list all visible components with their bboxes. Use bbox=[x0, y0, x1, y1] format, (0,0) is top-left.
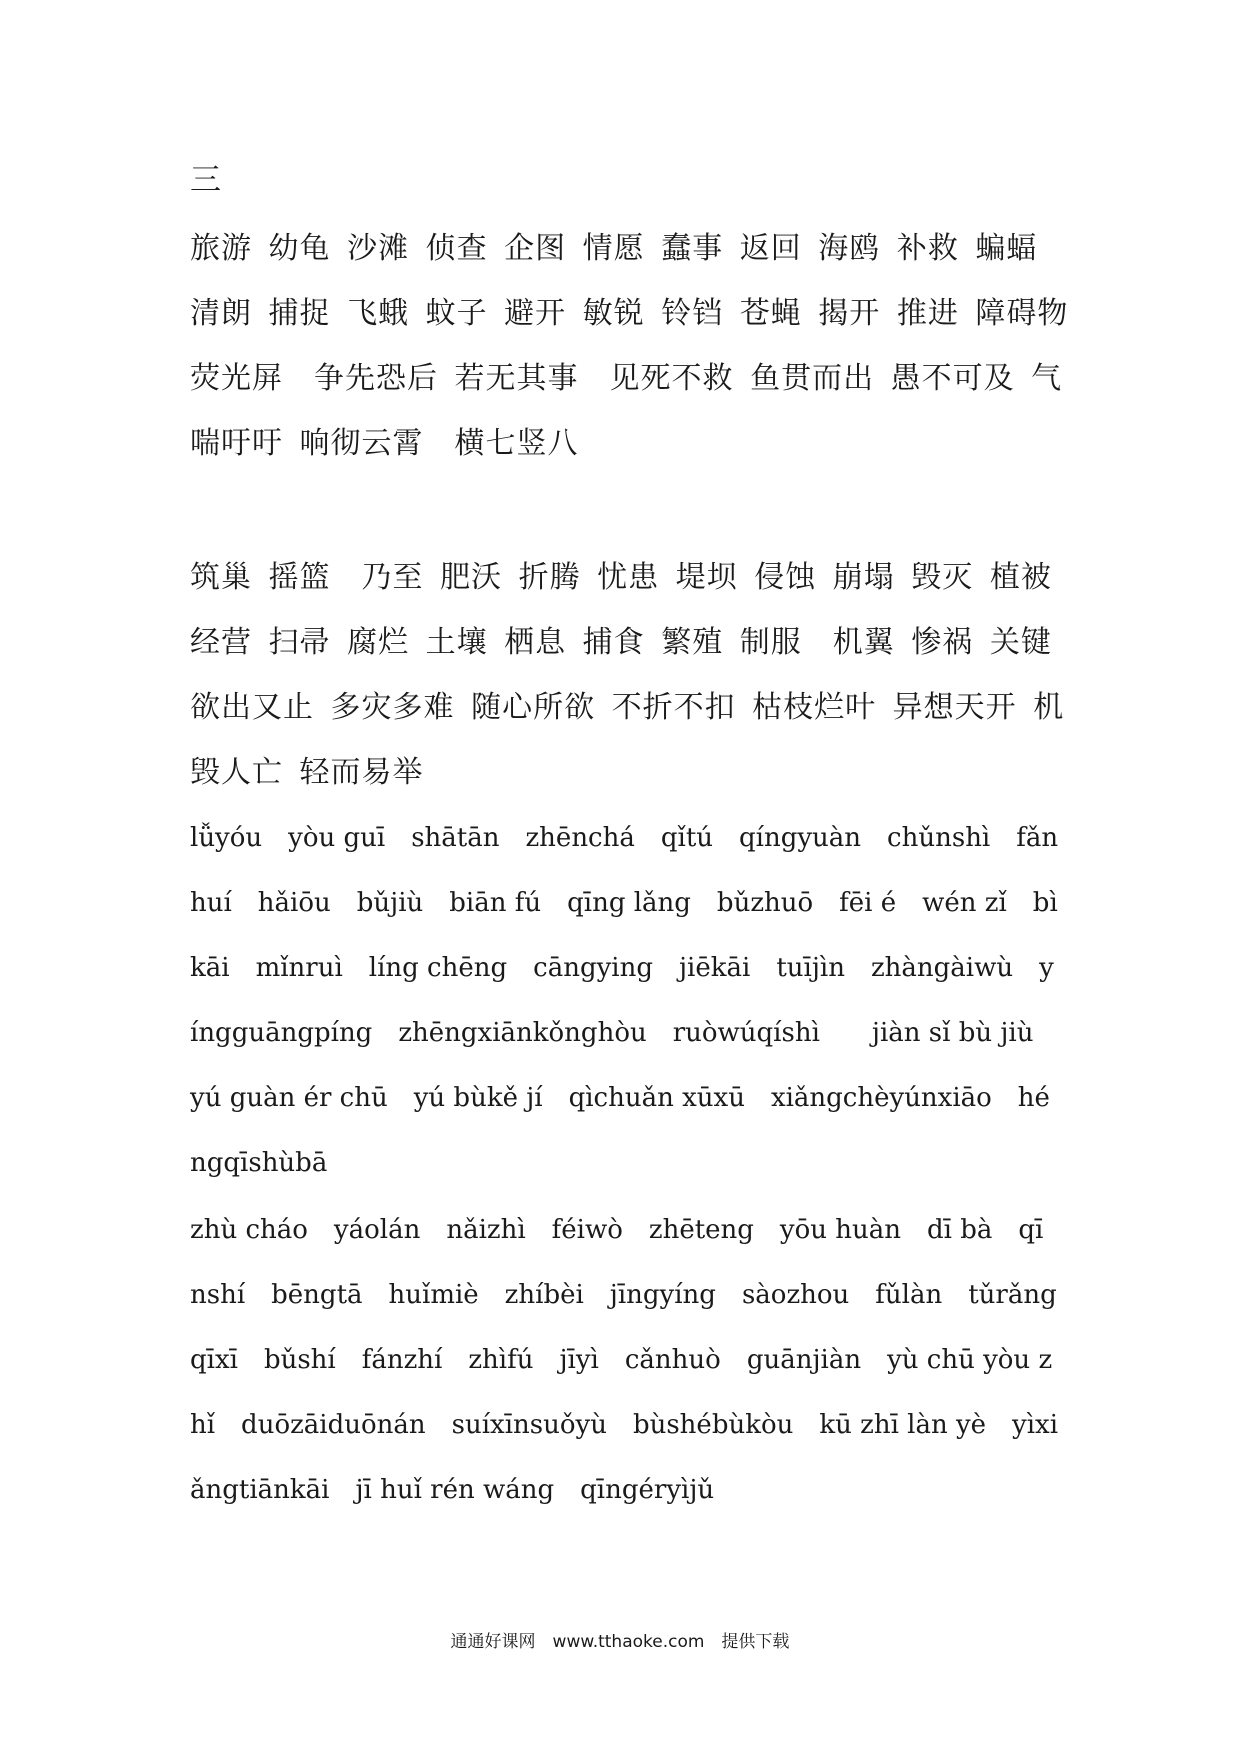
vocabulary-group-2: 筑巢 摇篮 乃至 肥沃 折腾 忧患 堤坝 侵蚀 崩塌 毁灭 植被 经营 扫帚 腐烂 土壤 栖息 捕食 繁殖 制服 机翼 惨祸 关键 欲出又止 多灾多难 随心所欲 不折不扣 枯枝烂叶 异想天开 机毁人亡 轻而易举 bbox=[190, 560, 1065, 790]
page-footer: 通通好课网 www.tthaoke.com 提供下载 bbox=[450, 1632, 790, 1652]
pinyin-group-1: lǚyóu yòu guī shātān zhēnchá qǐtú qíngyuàn chǔnshì fǎnhuí hǎiōu bǔjiù biān fú qīng lǎng bǔzhuō fēi é wén zǐ bìkāi mǐnruì líng chēng cāngying jiēkāi tuījìn zhàngàiwù yíngguāngpíng zhēngxiānkǒnghòu ruòwúqíshì jiàn sǐ bù jiù yú guàn ér chū yú bùkě jí qìchuǎn xūxū xiǎngchèyúnxiāo héngqīshùbā bbox=[190, 823, 1060, 1178]
section-number: 三 bbox=[190, 162, 221, 198]
vocabulary-group-1: 旅游 幼龟 沙滩 侦查 企图 情愿 蠢事 返回 海鸥 补救 蝙蝠 清朗 捕捉 飞蛾 蚊子 避开 敏锐 铃铛 苍蝇 揭开 推进 障碍物 荧光屏 争先恐后 若无其事 见死不救 鱼贯而出 愚不可及 气喘吁吁 响彻云霄 横七竖八 bbox=[190, 231, 1069, 461]
pinyin-group-2: zhù cháo yáolán nǎizhì féiwò zhēteng yōu huàn dī bà qīnshí bēngtā huǐmiè zhíbèi jīngyíng sàozhou fǔlàn tǔrǎng qīxī bǔshí fánzhí zhìfú jīyì cǎnhuò guānjiàn yù chū yòu zhǐ duōzāiduōnán suíxīnsuǒyù bùshébùkòu kū zhī làn yè yìxiǎngtiānkāi jī huǐ rén wáng qīngéryìjǔ bbox=[190, 1215, 1083, 1505]
